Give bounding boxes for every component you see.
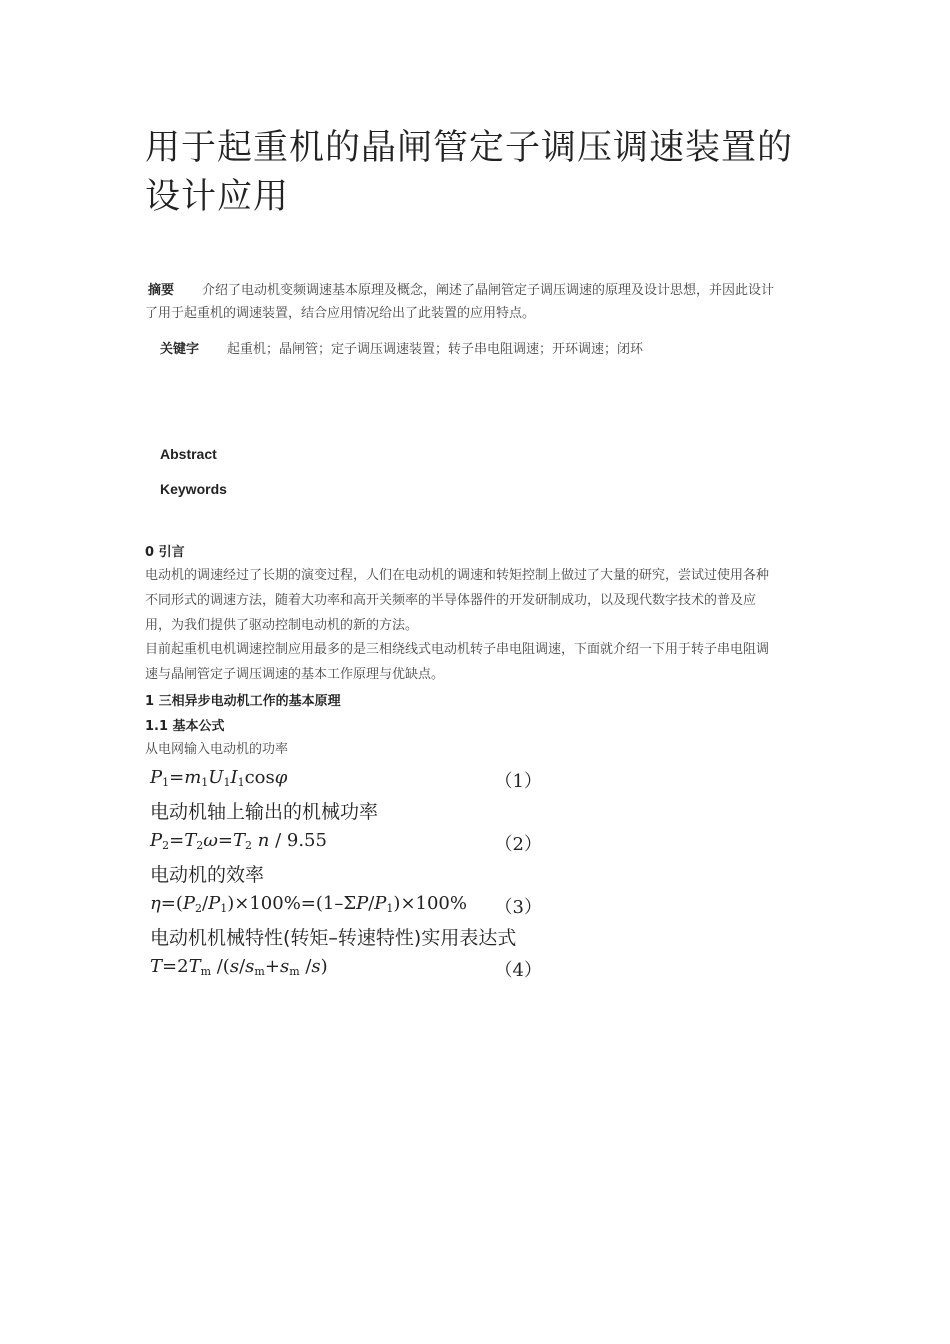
formula-4-number: （4） <box>494 960 542 981</box>
section-1-heading: 1 三相异步电动机工作的基本原理 <box>145 694 341 709</box>
section-0-paragraph-1: 电动机的调速经过了长期的演变过程，人们在电动机的调速和转矩控制上做过了大量的研究，尝试过使用各种不同形式的调速方法，随着大功率和高开关频率的半导体器件的开发研制成功，以及现代数字技术的普及应用，为我们提供了驱动控制电动机的新的方法。 <box>145 568 770 633</box>
page-title: 用于起重机的晶闸管定子调压调速装置的设计应用 <box>145 128 794 217</box>
abstract-cn-label: 摘要 <box>148 283 175 298</box>
formula-text-1: 电动机轴上输出的机械功率 <box>150 801 379 823</box>
formula-text-3: 电动机机械特性(转矩–转速特性)实用表达式 <box>150 927 517 949</box>
formula-1-number: （1） <box>494 771 542 792</box>
section-0-paragraph-2: 目前起重机电机调速控制应用最多的是三相绕线式电动机转子串电阻调速，下面就介绍一下用于转子串电阻调速与晶闸管定子调压调速的基本工作原理与优缺点。 <box>145 642 770 682</box>
formula-text-2: 电动机的效率 <box>150 864 265 886</box>
formula-2: $P_2=T_2\omega=T_2$ n / 9.55 （2） <box>150 830 542 855</box>
formula-2-number: （2） <box>494 834 542 855</box>
formula-block <box>150 763 550 985</box>
section-0-heading: 0 引言 <box>145 545 185 560</box>
formula-1: $P_1=m_1U_1I_1\cos\varphi$ （1） <box>150 767 542 792</box>
section-1-1-intro: 从电网输入电动机的功率 <box>145 742 289 757</box>
abstract-en-label: Abstract <box>160 446 217 462</box>
formula-4: $T=2T_m$ $/(s/s_m+s_m$ /s) （4） <box>150 956 542 981</box>
keywords-cn-text: 起重机；晶闸管；定子调压调速装置；转子串电阻调速；开环调速；闭环 <box>227 342 644 357</box>
abstract-cn <box>145 279 775 325</box>
keywords-cn <box>160 338 643 361</box>
keywords-en-label: Keywords <box>160 481 227 497</box>
abstract-cn-text: 介绍了电动机变频调速基本原理及概念，阐述了晶闸管定子调压调速的原理及设计思想，并因此设计了用于起重机的调速装置，结合应用情况给出了此装置的应用特点。 <box>145 283 775 321</box>
section-1-1-heading: 1.1 基本公式 <box>145 719 225 734</box>
formula-3: $\eta=(P_2/P_1)\times 100\%=(1-\Sigma P/P_1)\times 100\%$ （3） <box>150 893 542 918</box>
keywords-cn-label: 关键字 <box>160 342 200 357</box>
formula-3-number: （3） <box>494 897 542 918</box>
